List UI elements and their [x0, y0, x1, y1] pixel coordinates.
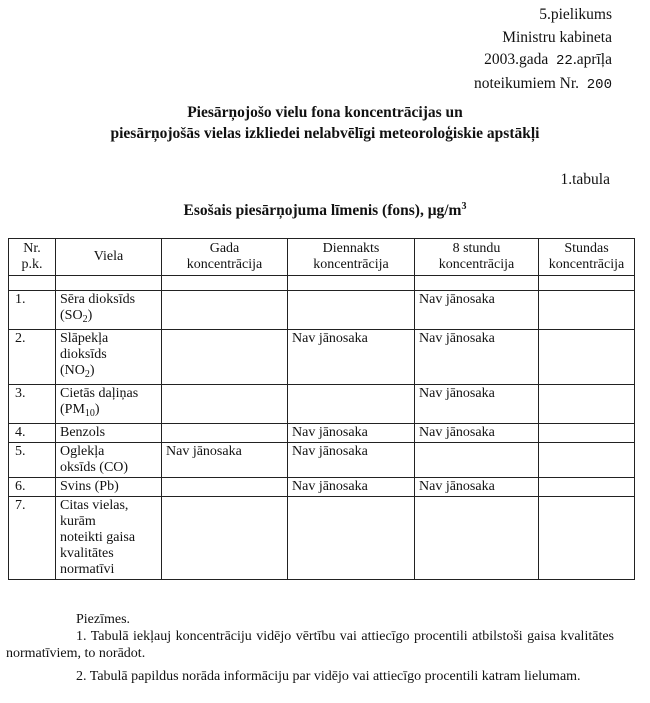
note-1: 1. Tabulā iekļauj koncentrāciju vidējo vērtību vai attiecīgo procentili atbilstoši gaisa kvalitātes normatīviem, to norādot.	[6, 629, 614, 661]
cell-annual	[162, 424, 288, 443]
table-title-text: Esošais piesārņojuma līmenis (fons), μg/m	[183, 202, 462, 219]
table-title-superscript: 3	[461, 201, 467, 212]
row-substance: Oglekļa oksīds (CO)	[56, 443, 162, 478]
cell-eight-hour	[415, 443, 539, 478]
pollution-table	[8, 238, 635, 580]
spacer-row	[9, 276, 635, 291]
cell-eight-hour: Nav jānosaka	[415, 478, 539, 497]
notes-section	[0, 611, 650, 685]
table-row	[9, 478, 635, 497]
title-line-2: piesārņojošās vielas izkliedei nelabvēlīgi meteoroloģiskie apstākļi	[110, 125, 540, 142]
cell-daily	[288, 291, 415, 330]
cell-daily	[288, 497, 415, 580]
cell-daily: Nav jānosaka	[288, 424, 415, 443]
table-row	[9, 291, 635, 330]
cell-eight-hour	[415, 497, 539, 580]
cell-annual	[162, 291, 288, 330]
row-substance: Svins (Pb)	[56, 478, 162, 497]
header-nr: Nr. p.k.	[9, 239, 56, 276]
cell-annual	[162, 330, 288, 385]
cell-daily: Nav jānosaka	[288, 330, 415, 385]
header-substance: Viela	[56, 239, 162, 276]
regulation-date	[474, 49, 612, 73]
row-nr: 2.	[9, 330, 56, 385]
notes-title: Piezīmes.	[76, 612, 131, 627]
cell-annual	[162, 385, 288, 424]
date-day: 22	[556, 53, 573, 69]
row-substance: Cietās daļiņas $(PM_{10})$	[56, 385, 162, 424]
cell-hourly	[539, 291, 635, 330]
row-substance: Citas vielas, kurām noteikti gaisa kvalitātes normatīvi	[56, 497, 162, 580]
title-line-1: Piesārņojošo vielu fona koncentrācijas un	[187, 104, 463, 121]
document-header	[474, 4, 612, 96]
table-row	[9, 330, 635, 385]
table-row	[9, 443, 635, 478]
header-eight-hour: 8 stundu koncentrācija	[415, 239, 539, 276]
reg-number: 200	[586, 76, 612, 93]
row-nr: 6.	[9, 478, 56, 497]
row-substance: Benzols	[56, 424, 162, 443]
row-nr: 3.	[9, 385, 56, 424]
table-title	[0, 201, 650, 220]
cell-hourly	[539, 443, 635, 478]
header-daily: Diennakts koncentrācija	[288, 239, 415, 276]
cell-daily: Nav jānosaka	[288, 478, 415, 497]
date-month: .aprīļa	[572, 51, 612, 68]
header-hourly: Stundas koncentrācija	[539, 239, 635, 276]
row-substance: Sēra dioksīds $(SO_2)$	[56, 291, 162, 330]
regulation-label: noteikumiem Nr.	[473, 74, 580, 92]
cell-hourly	[539, 478, 635, 497]
table-label: 1.tabula	[560, 171, 610, 188]
cell-eight-hour: Nav jānosaka	[415, 330, 539, 385]
cell-annual	[162, 478, 288, 497]
date-year: 2003.gada	[484, 51, 549, 68]
cell-eight-hour: Nav jānosaka	[415, 424, 539, 443]
cell-eight-hour: Nav jānosaka	[415, 385, 539, 424]
cell-annual	[162, 497, 288, 580]
table-row	[9, 497, 635, 580]
table-row	[9, 385, 635, 424]
table-header-row	[9, 239, 635, 276]
appendix-number: 5.pielikums	[539, 6, 612, 23]
note-2: 2. Tabulā papildus norāda informāciju par vidējo vai attiecīgo procentili katram lielumam.	[76, 669, 581, 684]
row-substance: Slāpekļa dioksīds $(NO_2)$	[56, 330, 162, 385]
row-nr: 5.	[9, 443, 56, 478]
cell-daily: Nav jānosaka	[288, 443, 415, 478]
header-annual: Gada koncentrācija	[162, 239, 288, 276]
cell-daily	[288, 385, 415, 424]
ministry-name: Ministru kabineta	[502, 28, 612, 46]
cell-hourly	[539, 385, 635, 424]
row-nr: 4.	[9, 424, 56, 443]
row-nr: 7.	[9, 497, 56, 580]
regulation-number	[474, 73, 612, 97]
cell-hourly	[539, 424, 635, 443]
table-row	[9, 424, 635, 443]
cell-eight-hour: Nav jānosaka	[415, 291, 539, 330]
document-title	[0, 102, 650, 144]
cell-hourly	[539, 497, 635, 580]
cell-annual: Nav jānosaka	[162, 443, 288, 478]
cell-hourly	[539, 330, 635, 385]
row-nr: 1.	[9, 291, 56, 330]
